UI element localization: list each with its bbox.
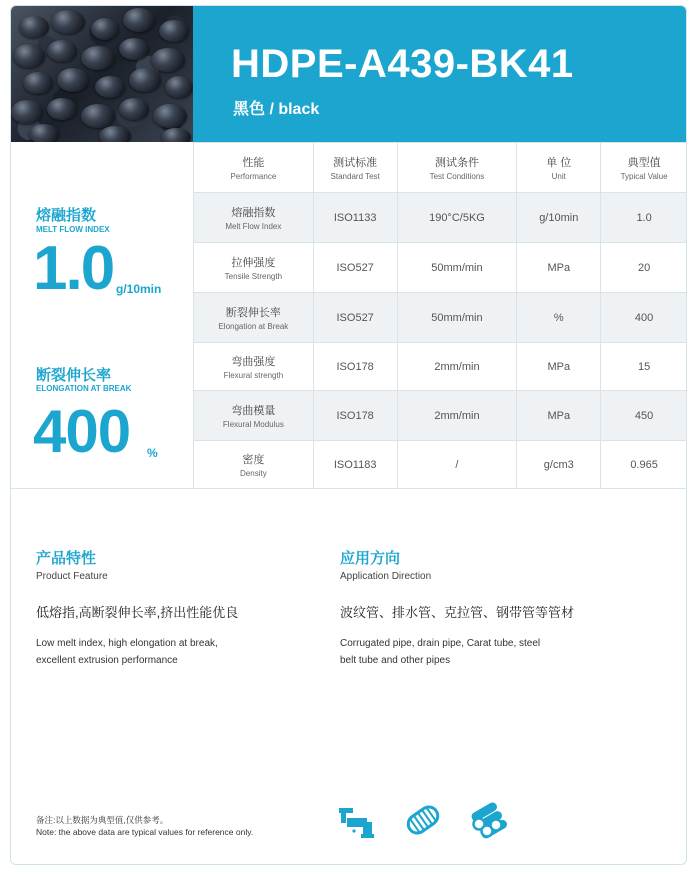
feature-cn: 低熔指,高断裂伸长率,挤出性能优良: [36, 605, 239, 620]
standard-cell: ISO178: [313, 391, 397, 441]
header-performance: 性能 Performance: [194, 143, 314, 193]
value-cell: 0.965: [601, 441, 687, 489]
condition-cell: 2mm/min: [397, 343, 517, 391]
table-header-row: [194, 143, 688, 193]
property-name: 密度 Density: [194, 441, 314, 489]
application-en: Corrugated pipe, drain pipe, Carat tube, steel belt tube and other pipes: [340, 638, 541, 666]
elongation-highlight-value: 400: [33, 398, 131, 465]
datasheet-card: [10, 5, 687, 865]
elongation-highlight-title: 断裂伸长率: [36, 367, 112, 384]
property-name: 弯曲模量 Flexural Modulus: [194, 391, 314, 441]
property-name: 弯曲强度 Flexural strength: [194, 343, 314, 391]
mfi-highlight-subtitle: MELT FLOW INDEX: [36, 225, 110, 234]
application-subtitle: Application Direction: [340, 571, 432, 582]
standard-cell: ISO1183: [313, 441, 397, 489]
application-title: 应用方向: [340, 550, 401, 567]
feature-en: Low melt index, high elongation at break, excellent extrusion performance: [36, 638, 218, 666]
mfi-highlight-value: 1.0: [33, 234, 114, 303]
unit-cell: MPa: [517, 343, 601, 391]
value-cell: 450: [601, 391, 687, 441]
feature-subtitle: Product Feature: [36, 571, 108, 582]
mfi-highlight-title: 熔融指数: [36, 207, 97, 224]
condition-cell: /: [397, 441, 517, 489]
elongation-highlight-unit: %: [147, 446, 158, 460]
header-conditions: 测试条件 Test Conditions: [397, 143, 517, 193]
mfi-highlight-unit: g/10min: [116, 282, 162, 296]
table-row: [194, 441, 688, 489]
value-cell: 20: [601, 243, 687, 293]
condition-cell: 2mm/min: [397, 391, 517, 441]
header-band: [193, 6, 687, 142]
pipe-bundle-icon: [469, 800, 509, 840]
property-name: 断裂伸长率 Elongation at Break: [194, 293, 314, 343]
header-unit: 单 位 Unit: [517, 143, 601, 193]
footnote-cn: 备注:以上数据为典型值,仅供参考。: [36, 815, 169, 825]
black-pellets-photo: [11, 6, 193, 142]
table-row: [194, 243, 688, 293]
elongation-highlight-subtitle: ELONGATION AT BREAK: [36, 384, 132, 393]
standard-cell: ISO1133: [313, 193, 397, 243]
value-cell: 400: [601, 293, 687, 343]
footnote-en: Note: the above data are typical values for reference only.: [36, 827, 254, 837]
application-cn: 波纹管、排水管、克拉管、钢带管等管材: [340, 605, 575, 620]
property-name: 拉伸强度 Tensile Strength: [194, 243, 314, 293]
section-divider: [11, 488, 687, 489]
standard-cell: ISO527: [313, 243, 397, 293]
header-standard: 测试标准 Standard Test: [313, 143, 397, 193]
value-cell: 15: [601, 343, 687, 391]
unit-cell: g/10min: [517, 193, 601, 243]
table-row: [194, 343, 688, 391]
condition-cell: 190°C/5KG: [397, 193, 517, 243]
standard-cell: ISO178: [313, 343, 397, 391]
feature-title: 产品特性: [36, 550, 97, 567]
product-name: HDPE-A439-BK41: [231, 42, 574, 86]
table-row: [194, 193, 688, 243]
table-row: [194, 391, 688, 441]
corrugated-pipe-icon: [403, 800, 443, 840]
condition-cell: 50mm/min: [397, 293, 517, 343]
unit-cell: g/cm3: [517, 441, 601, 489]
properties-table: [193, 142, 687, 489]
faucet-pipe-icon: [337, 800, 377, 840]
unit-cell: %: [517, 293, 601, 343]
value-cell: 1.0: [601, 193, 687, 243]
property-name: 熔融指数 Melt Flow Index: [194, 193, 314, 243]
condition-cell: 50mm/min: [397, 243, 517, 293]
product-color: 黑色 / black: [233, 101, 320, 118]
table-row: [194, 293, 688, 343]
unit-cell: MPa: [517, 391, 601, 441]
standard-cell: ISO527: [313, 293, 397, 343]
footnote: [36, 814, 253, 838]
header-typical-value: 典型值 Typical Value: [601, 143, 687, 193]
unit-cell: MPa: [517, 243, 601, 293]
